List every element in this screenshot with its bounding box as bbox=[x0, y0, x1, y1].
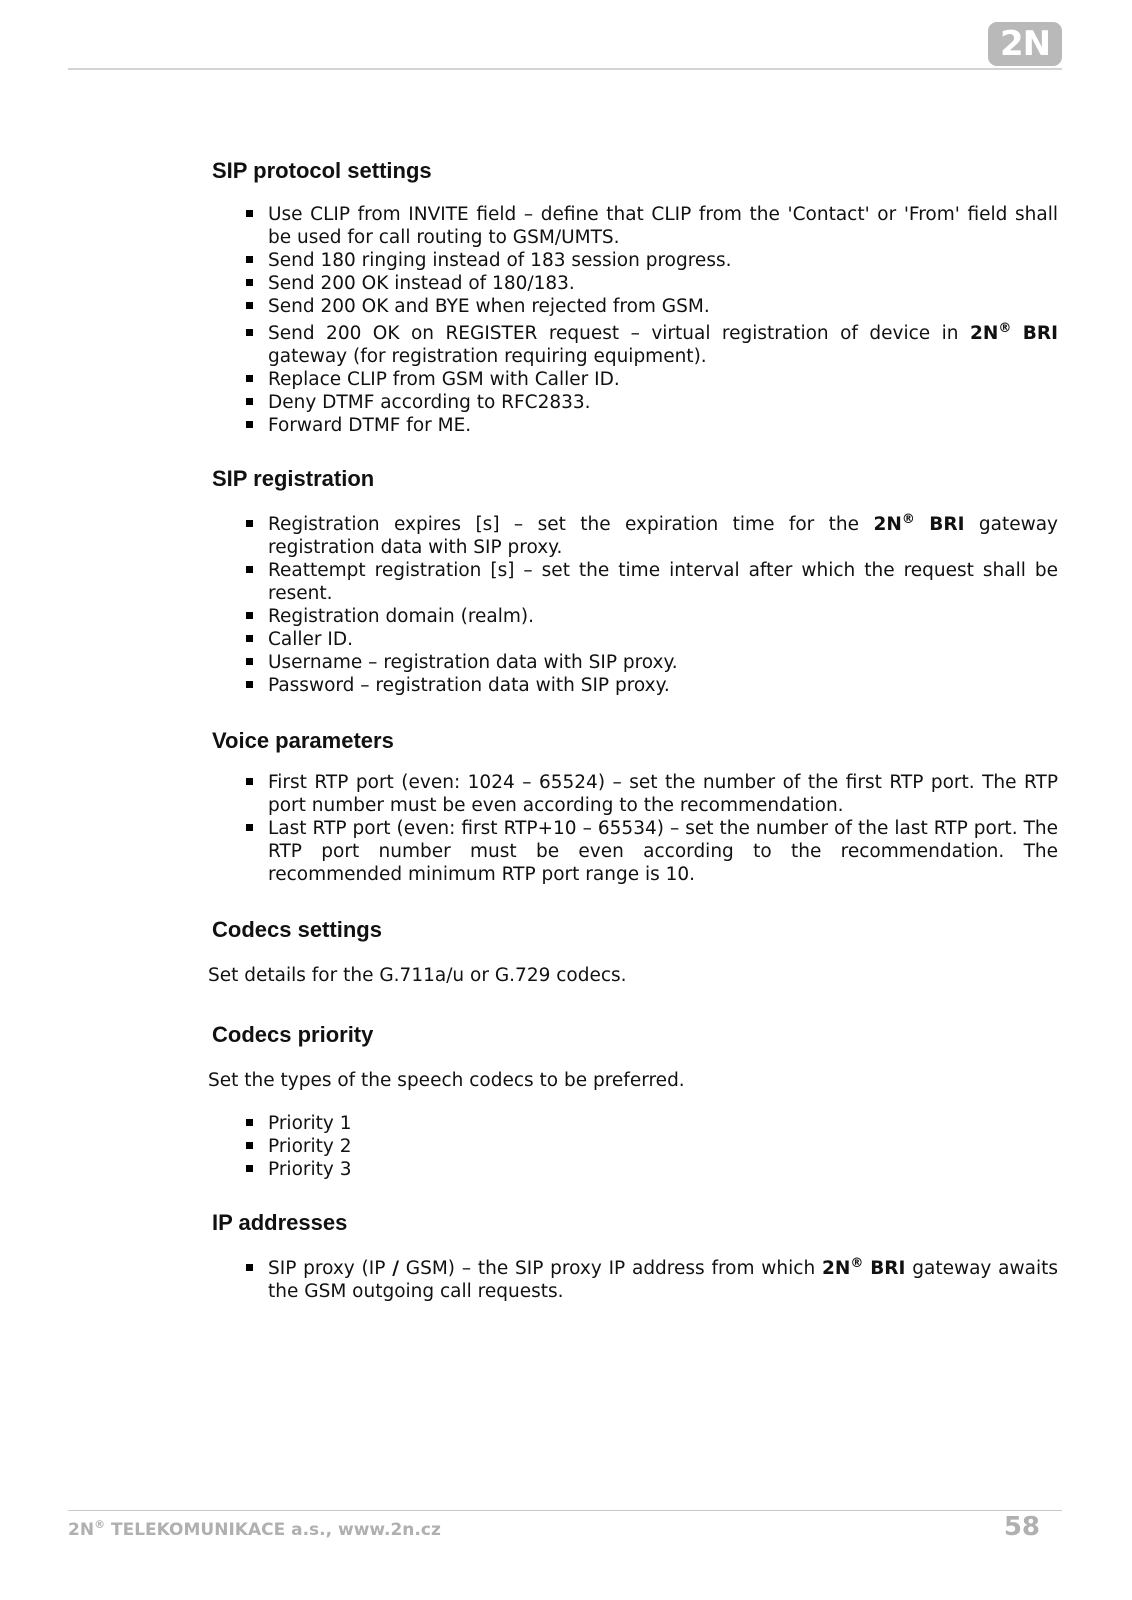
section-heading: IP addresses bbox=[212, 1210, 348, 1235]
list-item: Replace CLIP from GSM with Caller ID. bbox=[212, 368, 1058, 391]
section-heading: Codecs settings bbox=[212, 917, 382, 942]
list-item: Send 200 OK on REGISTER request – virtual registration of device in 2N® BRI gateway (for registration requiring equipment). bbox=[212, 322, 1058, 368]
list-item: Send 180 ringing instead of 183 session progress. bbox=[212, 249, 1058, 272]
slash-symbol: / bbox=[392, 1258, 399, 1279]
product-name: BRI bbox=[870, 1258, 906, 1279]
bullet-list bbox=[212, 1112, 1058, 1181]
list-item: Priority 1 bbox=[212, 1112, 1058, 1135]
section-heading: SIP registration bbox=[212, 466, 375, 491]
brand-name: 2N bbox=[822, 1258, 851, 1279]
section-heading: SIP protocol settings bbox=[212, 158, 432, 183]
document-body bbox=[208, 157, 1059, 1303]
list-item: Caller ID. bbox=[212, 628, 1058, 651]
list-item: Reattempt registration [s] – set the time interval after which the request shall be resent. bbox=[212, 559, 1058, 605]
section-paragraph: Set details for the G.711a/u or G.729 codecs. bbox=[208, 965, 627, 986]
brand-logo: 2N bbox=[988, 22, 1062, 66]
section-heading: Voice parameters bbox=[212, 728, 394, 753]
list-item: Deny DTMF according to RFC2833. bbox=[212, 391, 1058, 414]
list-item: First RTP port (even: 1024 – 65524) – set the number of the first RTP port. The RTP port number must be even according to the recommendation. bbox=[212, 771, 1058, 817]
list-item: Priority 2 bbox=[212, 1135, 1058, 1158]
registered-mark: ® bbox=[998, 321, 1012, 336]
list-item: Send 200 OK instead of 180/183. bbox=[212, 272, 1058, 295]
footer-company: 2N® TELEKOMUNIKACE a.s., www.2n.cz bbox=[68, 1518, 441, 1540]
list-item: Last RTP port (even: first RTP+10 – 65534) – set the number of the last RTP port. The RTP port number must be even according to the recommendation. The recommended minimum RTP port range is 10. bbox=[212, 817, 1058, 886]
list-item: Password – registration data with SIP proxy. bbox=[212, 674, 1058, 697]
list-item: Send 200 OK and BYE when rejected from GSM. bbox=[212, 295, 1058, 318]
bullet-list bbox=[212, 1257, 1058, 1303]
registered-mark: ® bbox=[850, 1256, 864, 1271]
product-name: BRI bbox=[1022, 323, 1059, 344]
product-name: BRI bbox=[929, 514, 965, 535]
section-heading: Codecs priority bbox=[212, 1022, 374, 1047]
brand-name: 2N bbox=[873, 514, 902, 535]
bullet-list bbox=[212, 771, 1058, 886]
brand-name: 2N bbox=[969, 323, 999, 344]
list-item: Registration domain (realm). bbox=[212, 605, 1058, 628]
list-item: SIP proxy (IP / GSM) – the SIP proxy IP address from which 2N® BRI gateway awaits the GSM outgoing call requests. bbox=[212, 1257, 1058, 1303]
section-paragraph: Set the types of the speech codecs to be preferred. bbox=[208, 1070, 685, 1091]
registered-mark: ® bbox=[901, 512, 915, 527]
list-item: Use CLIP from INVITE field – define that CLIP from the 'Contact' or 'From' field shall be used for call routing to GSM/UMTS. bbox=[212, 203, 1058, 249]
list-item: Forward DTMF for ME. bbox=[212, 414, 1058, 437]
list-item: Registration expires [s] – set the expiration time for the 2N® BRI gateway registration data with SIP proxy. bbox=[212, 513, 1058, 559]
list-item: Priority 3 bbox=[212, 1158, 1058, 1181]
header-divider bbox=[68, 68, 1062, 70]
bullet-list bbox=[212, 203, 1058, 437]
list-item: Username – registration data with SIP proxy. bbox=[212, 651, 1058, 674]
footer-divider bbox=[68, 1510, 1062, 1511]
page-number: 58 bbox=[1003, 1512, 1040, 1542]
registered-mark: ® bbox=[94, 1518, 106, 1531]
bullet-list bbox=[212, 513, 1058, 697]
